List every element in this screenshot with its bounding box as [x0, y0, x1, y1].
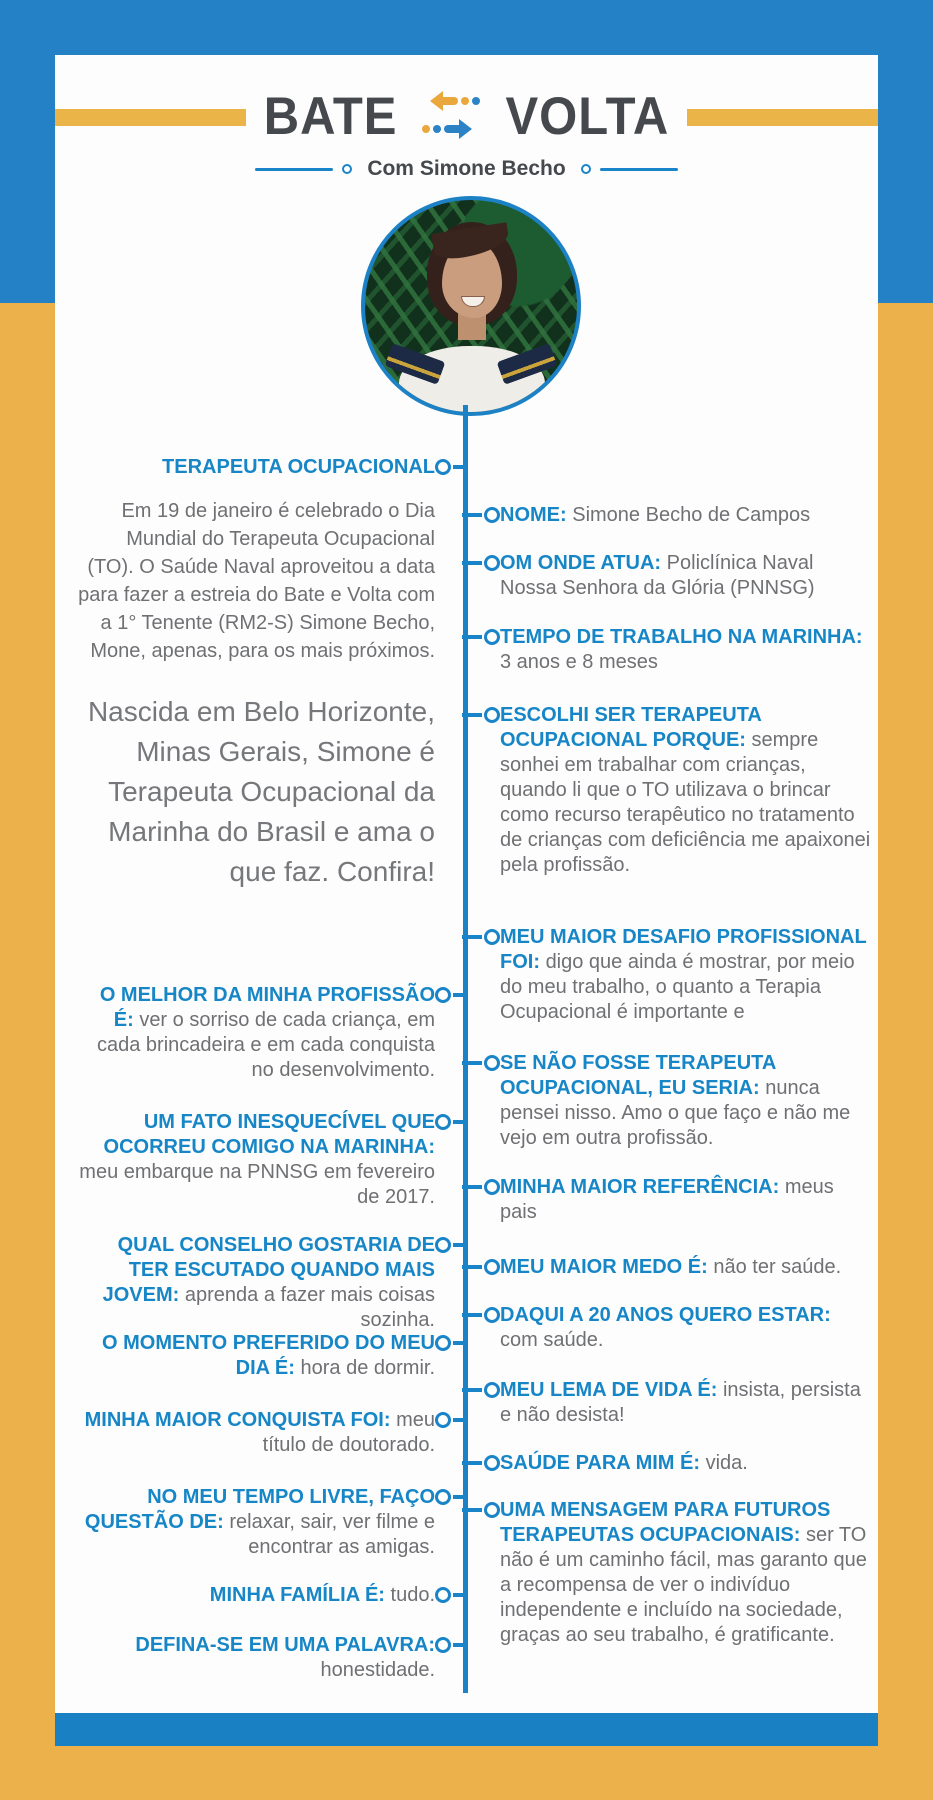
timeline-node-icon — [435, 1237, 468, 1253]
qa-item-om-onde-atua — [500, 551, 872, 601]
qa-answer: insista, persista e não desista! — [500, 1379, 861, 1426]
timeline-node-icon — [462, 1055, 500, 1071]
qa-item-defina-se — [75, 1633, 435, 1683]
qa-item-maior-conquista — [75, 1408, 435, 1458]
timeline-node-icon — [462, 1179, 500, 1195]
intro-paragraph: Em 19 de janeiro é celebrado o Dia Mundial do Terapeuta Ocupacional (TO). O Saúde Naval aproveitou a data para fazer a estreia do Bate e Volta com a 1° Tenente (RM2-S) Simone Becho, Mone, apenas, para os mais próximos. — [78, 500, 435, 662]
qa-answer: vida. — [705, 1452, 748, 1474]
qa-item-conselho — [75, 1233, 435, 1333]
qa-label: MINHA FAMÍLIA É: — [209, 1584, 385, 1606]
qa-label: TEMPO DE TRABALHO NA MARINHA: — [500, 626, 863, 648]
qa-item-saude-para-mim — [500, 1451, 872, 1476]
qa-item-se-nao-fosse-to — [500, 1051, 872, 1151]
timeline-node-icon — [462, 1307, 500, 1323]
qa-item-maior-referencia — [500, 1175, 872, 1225]
title-row — [55, 89, 878, 145]
qa-answer: ser TO não é um caminho fácil, mas garanto que a recompensa de ver o indivíduo independente e incluído na sociedade, graças ao seu trabalho, é gratificante. — [500, 1524, 867, 1646]
qa-label: MINHA MAIOR REFERÊNCIA: — [500, 1176, 780, 1198]
qa-item-tempo-livre — [75, 1485, 435, 1560]
qa-answer: meu embarque na PNNSG em fevereiro de 2017. — [79, 1161, 435, 1208]
page-title-right: VOLTA — [505, 87, 670, 146]
timeline-node-icon — [435, 1114, 468, 1130]
subtitle-line-left — [255, 168, 333, 171]
timeline-node-icon — [435, 987, 468, 1003]
qa-item-tempo-marinha — [500, 625, 872, 675]
qa-item-nome — [500, 503, 872, 528]
qa-item-melhor-profissao — [75, 983, 435, 1083]
qa-label: NO MEU TEMPO LIVRE, FAÇO QUESTÃO DE: — [84, 1486, 435, 1533]
timeline-node-icon — [462, 1502, 500, 1518]
qa-label: MEU LEMA DE VIDA É: — [500, 1379, 718, 1401]
content-card — [55, 55, 878, 1713]
timeline-node-icon — [435, 1412, 468, 1428]
qa-item-daqui-20-anos — [500, 1303, 872, 1353]
qa-label: O MOMENTO PREFERIDO DO MEU DIA É: — [102, 1332, 435, 1379]
qa-answer: Simone Becho de Campos — [572, 504, 811, 526]
qa-answer: Policlínica Naval Nossa Senhora da Glória (PNNSG) — [500, 552, 815, 599]
intro-heading-item — [75, 455, 435, 480]
subtitle-dot-left — [342, 164, 352, 174]
qa-label: O MELHOR DA MINHA PROFISSÃO É: — [99, 984, 435, 1031]
qa-answer: sempre sonhei em trabalhar com crianças, quando li que o TO utilizava o brincar como recurso terapêutico no tratamento de crianças com deficiência me apaixonei pela profissão. — [500, 729, 871, 876]
qa-answer: com saúde. — [500, 1329, 604, 1351]
qa-answer: digo que ainda é mostrar, por meio do meu trabalho, o quanto a Terapia Ocupacional é importante e — [500, 951, 855, 1023]
timeline-node-icon — [462, 707, 500, 723]
qa-answer: ver o sorriso de cada criança, em cada brincadeira e em cada conquista no desenvolvimento. — [97, 1009, 435, 1081]
timeline-node-icon — [462, 929, 500, 945]
qa-label: ESCOLHI SER TERAPEUTA OCUPACIONAL PORQUE: — [500, 704, 762, 751]
subtitle: Com Simone Becho — [367, 157, 566, 180]
footer-blue-bar — [55, 1713, 878, 1746]
qa-answer: tudo. — [390, 1584, 435, 1606]
timeline-node-icon — [462, 1382, 500, 1398]
qa-label: MINHA MAIOR CONQUISTA FOI: — [84, 1409, 391, 1431]
qa-item-escolhi-ser-to — [500, 703, 872, 878]
intro-heading: TERAPEUTA OCUPACIONAL — [162, 456, 435, 478]
timeline-node-icon — [435, 1587, 468, 1603]
qa-item-maior-desafio — [500, 925, 872, 1025]
title-bar-right — [687, 109, 878, 126]
qa-item-fato-inesquecivel — [75, 1110, 435, 1210]
qa-label: MEU MAIOR DESAFIO PROFISSIONAL FOI: — [500, 926, 867, 973]
qa-answer: nunca pensei nisso. Amo o que faço e não me vejo em outra profissão. — [500, 1077, 851, 1149]
qa-item-mensagem-futuros-to — [500, 1498, 872, 1648]
subtitle-row — [55, 157, 878, 181]
timeline-node-icon — [462, 1455, 500, 1471]
timeline-node-icon — [462, 507, 500, 523]
timeline-node-icon — [462, 555, 500, 571]
timeline-node-icon — [462, 1259, 500, 1275]
qa-answer: meu título de doutorado. — [262, 1409, 435, 1456]
timeline-node-icon — [462, 629, 500, 645]
timeline-node-icon — [435, 1335, 468, 1351]
qa-label: MEU MAIOR MEDO É: — [500, 1256, 708, 1278]
qa-answer: não ter saúde. — [713, 1256, 842, 1278]
qa-answer: relaxar, sair, ver filme e encontrar as amigas. — [229, 1511, 435, 1558]
title-bar-left — [55, 109, 246, 126]
qa-answer: honestidade. — [320, 1659, 435, 1681]
qa-label: SE NÃO FOSSE TERAPEUTA OCUPACIONAL, EU SERIA: — [500, 1052, 776, 1099]
subtitle-dot-right — [581, 164, 591, 174]
timeline-node-icon — [435, 1637, 468, 1653]
profile-photo — [361, 196, 581, 416]
qa-answer: 3 anos e 8 meses — [500, 651, 658, 673]
qa-label: OM ONDE ATUA: — [500, 552, 662, 574]
page-title-left: BATE — [263, 87, 398, 146]
intro-quote: Nascida em Belo Horizonte, Minas Gerais, Simone é Terapeuta Ocupacional da Marinha do Brasil e ama o que faz. Confira! — [87, 696, 435, 887]
qa-label: UM FATO INESQUECÍVEL QUE OCORREU COMIGO NA MARINHA: — [103, 1111, 435, 1158]
qa-label: DAQUI A 20 ANOS QUERO ESTAR: — [500, 1304, 831, 1326]
qa-item-familia — [75, 1583, 435, 1608]
swap-arrows-icon — [419, 88, 483, 147]
qa-label: QUAL CONSELHO GOSTARIA DE TER ESCUTADO QUANDO MAIS JOVEM: — [102, 1234, 435, 1306]
subtitle-line-right — [600, 168, 678, 171]
qa-item-momento-preferido — [75, 1331, 435, 1381]
timeline-node-icon — [435, 459, 468, 475]
qa-label: UMA MENSAGEM PARA FUTUROS TERAPEUTAS OCUPACIONAIS: — [500, 1499, 831, 1546]
qa-item-maior-medo — [500, 1255, 872, 1280]
qa-item-lema-de-vida — [500, 1378, 872, 1428]
qa-answer: aprenda a fazer mais coisas sozinha. — [184, 1284, 435, 1331]
qa-label: SAÚDE PARA MIM É: — [500, 1452, 700, 1474]
qa-label: DEFINA-SE EM UMA PALAVRA: — [135, 1634, 435, 1656]
qa-answer: hora de dormir. — [300, 1357, 435, 1379]
qa-label: NOME: — [500, 504, 567, 526]
qa-answer: meus pais — [500, 1176, 834, 1223]
